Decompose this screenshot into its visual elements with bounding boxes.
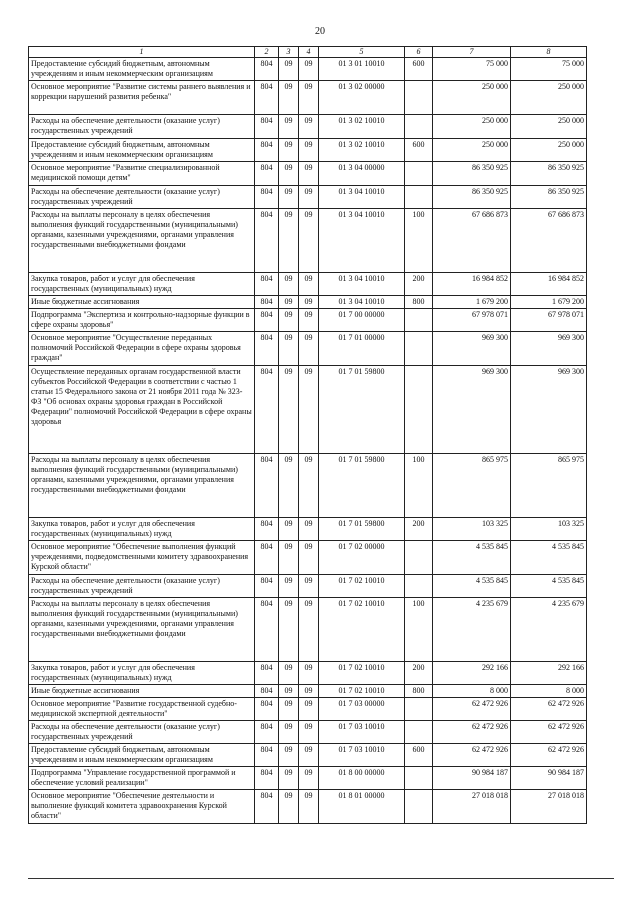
row-sum-1: 4 535 845	[433, 541, 511, 575]
row-csr: 01 7 01 59800	[319, 366, 405, 454]
row-rz: 09	[279, 209, 299, 273]
row-pr: 09	[299, 721, 319, 744]
header-ved: 2	[255, 47, 279, 58]
row-vr: 200	[405, 273, 433, 296]
row-sum-1: 8 000	[433, 685, 511, 698]
row-pr: 09	[299, 186, 319, 209]
table-row	[29, 767, 587, 790]
row-pr: 09	[299, 81, 319, 115]
row-vr	[405, 575, 433, 598]
row-csr: 01 3 01 10010	[319, 58, 405, 81]
row-pr: 09	[299, 575, 319, 598]
row-name: Иные бюджетные ассигнования	[29, 685, 255, 698]
row-sum-2: 75 000	[511, 58, 587, 81]
table-row	[29, 575, 587, 598]
row-name: Основное мероприятие "Осуществление переданных полномочий Российской Федерации в сфере охраны здоровья граждан"	[29, 332, 255, 366]
row-csr: 01 7 02 10010	[319, 598, 405, 662]
header-pr: 4	[299, 47, 319, 58]
row-pr: 09	[299, 454, 319, 518]
row-pr: 09	[299, 598, 319, 662]
row-csr: 01 7 02 00000	[319, 541, 405, 575]
row-sum-1: 865 975	[433, 454, 511, 518]
table-row	[29, 541, 587, 575]
row-csr: 01 7 03 10010	[319, 721, 405, 744]
row-pr: 09	[299, 767, 319, 790]
row-vr: 600	[405, 139, 433, 162]
row-sum-2: 250 000	[511, 139, 587, 162]
row-rz: 09	[279, 81, 299, 115]
row-pr: 09	[299, 698, 319, 721]
table-row	[29, 209, 587, 273]
table-row	[29, 162, 587, 186]
row-csr: 01 3 04 10010	[319, 273, 405, 296]
row-rz: 09	[279, 767, 299, 790]
row-name: Расходы на выплаты персоналу в целях обеспечения выполнения функций государственными (муниципальными) органами, казенными учреждениями, органами управления государственными внебюджетными фондами	[29, 454, 255, 518]
row-name: Основное мероприятие "Обеспечение выполнения функций учреждениями, подведомственными комитету здравоохранения Курской области"	[29, 541, 255, 575]
row-csr: 01 3 04 10010	[319, 209, 405, 273]
row-vr: 200	[405, 518, 433, 541]
row-sum-2: 8 000	[511, 685, 587, 698]
row-pr: 09	[299, 518, 319, 541]
row-csr: 01 7 01 59800	[319, 518, 405, 541]
row-ved: 804	[255, 273, 279, 296]
row-rz: 09	[279, 662, 299, 685]
row-sum-1: 250 000	[433, 115, 511, 139]
row-ved: 804	[255, 575, 279, 598]
row-name: Расходы на обеспечение деятельности (оказание услуг) государственных учреждений	[29, 575, 255, 598]
row-sum-2: 4 535 845	[511, 575, 587, 598]
header-row	[29, 47, 587, 58]
row-rz: 09	[279, 332, 299, 366]
row-pr: 09	[299, 662, 319, 685]
row-sum-2: 62 472 926	[511, 744, 587, 767]
row-sum-2: 4 235 679	[511, 598, 587, 662]
row-rz: 09	[279, 115, 299, 139]
row-name: Предоставление субсидий бюджетным, автономным учреждениям и иным некоммерческим организациям	[29, 139, 255, 162]
header-sum-2: 8	[511, 47, 587, 58]
row-rz: 09	[279, 744, 299, 767]
row-rz: 09	[279, 296, 299, 309]
row-sum-1: 62 472 926	[433, 698, 511, 721]
row-name: Закупка товаров, работ и услуг для обеспечения государственных (муниципальных) нужд	[29, 662, 255, 685]
row-pr: 09	[299, 541, 319, 575]
row-sum-2: 86 350 925	[511, 186, 587, 209]
row-sum-1: 75 000	[433, 58, 511, 81]
row-sum-1: 1 679 200	[433, 296, 511, 309]
table-row	[29, 518, 587, 541]
header-csr: 5	[319, 47, 405, 58]
row-vr	[405, 790, 433, 824]
table-row	[29, 58, 587, 81]
row-sum-2: 67 686 873	[511, 209, 587, 273]
row-name: Основное мероприятие "Развитие государственной судебно-медицинской экспертной деятельности"	[29, 698, 255, 721]
row-vr: 600	[405, 744, 433, 767]
row-sum-1: 86 350 925	[433, 162, 511, 186]
row-ved: 804	[255, 296, 279, 309]
row-name: Осуществление переданных органам государственной власти субъектов Российской Федерации в соответствии с частью 1 статьи 15 Федерального закона от 21 ноября 2011 года № 323-ФЗ "Об основах охраны здоровья граждан в Российской Федерации" полномочий Российской Федерации в сфере охраны здоровья	[29, 366, 255, 454]
row-sum-1: 4 535 845	[433, 575, 511, 598]
table-row	[29, 685, 587, 698]
row-rz: 09	[279, 575, 299, 598]
row-vr	[405, 721, 433, 744]
row-sum-2: 865 975	[511, 454, 587, 518]
row-sum-1: 27 018 018	[433, 790, 511, 824]
header-rz: 3	[279, 47, 299, 58]
row-ved: 804	[255, 662, 279, 685]
row-pr: 09	[299, 685, 319, 698]
row-sum-2: 1 679 200	[511, 296, 587, 309]
table-row	[29, 186, 587, 209]
row-csr: 01 3 02 10010	[319, 115, 405, 139]
row-rz: 09	[279, 139, 299, 162]
table-row	[29, 366, 587, 454]
row-ved: 804	[255, 721, 279, 744]
table-row	[29, 309, 587, 332]
row-sum-2: 969 300	[511, 332, 587, 366]
row-csr: 01 8 00 00000	[319, 767, 405, 790]
row-sum-2: 62 472 926	[511, 698, 587, 721]
row-pr: 09	[299, 273, 319, 296]
row-rz: 09	[279, 721, 299, 744]
table-body	[29, 58, 587, 824]
table-row	[29, 81, 587, 115]
row-sum-1: 62 472 926	[433, 721, 511, 744]
row-rz: 09	[279, 790, 299, 824]
table-row	[29, 598, 587, 662]
row-sum-1: 67 686 873	[433, 209, 511, 273]
row-rz: 09	[279, 454, 299, 518]
row-name: Расходы на обеспечение деятельности (оказание услуг) государственных учреждений	[29, 721, 255, 744]
row-rz: 09	[279, 366, 299, 454]
budget-table	[28, 46, 587, 824]
row-sum-1: 969 300	[433, 332, 511, 366]
row-name: Иные бюджетные ассигнования	[29, 296, 255, 309]
row-csr: 01 7 02 10010	[319, 685, 405, 698]
row-sum-1: 62 472 926	[433, 744, 511, 767]
row-pr: 09	[299, 309, 319, 332]
row-name: Закупка товаров, работ и услуг для обеспечения государственных (муниципальных) нужд	[29, 518, 255, 541]
row-sum-2: 969 300	[511, 366, 587, 454]
row-vr	[405, 309, 433, 332]
row-vr	[405, 81, 433, 115]
row-csr: 01 3 02 10010	[319, 139, 405, 162]
row-rz: 09	[279, 58, 299, 81]
row-pr: 09	[299, 162, 319, 186]
row-rz: 09	[279, 518, 299, 541]
row-pr: 09	[299, 296, 319, 309]
row-sum-2: 62 472 926	[511, 721, 587, 744]
row-ved: 804	[255, 332, 279, 366]
row-sum-2: 27 018 018	[511, 790, 587, 824]
row-csr: 01 7 01 59800	[319, 454, 405, 518]
row-pr: 09	[299, 332, 319, 366]
row-name: Подпрограмма "Экспертиза и контрольно-надзорные функции в сфере охраны здоровья"	[29, 309, 255, 332]
row-ved: 804	[255, 58, 279, 81]
row-sum-2: 292 166	[511, 662, 587, 685]
row-csr: 01 7 02 10010	[319, 575, 405, 598]
row-name: Расходы на обеспечение деятельности (оказание услуг) государственных учреждений	[29, 186, 255, 209]
row-ved: 804	[255, 598, 279, 662]
row-vr: 100	[405, 454, 433, 518]
row-sum-1: 103 325	[433, 518, 511, 541]
row-sum-2: 250 000	[511, 115, 587, 139]
row-sum-1: 250 000	[433, 81, 511, 115]
row-ved: 804	[255, 186, 279, 209]
table-row	[29, 721, 587, 744]
row-vr: 200	[405, 662, 433, 685]
row-rz: 09	[279, 186, 299, 209]
row-sum-1: 4 235 679	[433, 598, 511, 662]
row-ved: 804	[255, 790, 279, 824]
row-sum-2: 16 984 852	[511, 273, 587, 296]
row-sum-2: 86 350 925	[511, 162, 587, 186]
table-row	[29, 744, 587, 767]
table-row	[29, 662, 587, 685]
row-vr	[405, 698, 433, 721]
row-name: Расходы на выплаты персоналу в целях обеспечения выполнения функций государственными (муниципальными) органами, казенными учреждениями, органами управления государственными внебюджетными фондами	[29, 209, 255, 273]
row-rz: 09	[279, 698, 299, 721]
header-name: 1	[29, 47, 255, 58]
row-ved: 804	[255, 139, 279, 162]
row-vr: 800	[405, 685, 433, 698]
table-row	[29, 454, 587, 518]
row-sum-2: 4 535 845	[511, 541, 587, 575]
row-rz: 09	[279, 541, 299, 575]
bottom-rule	[28, 878, 614, 879]
row-vr	[405, 162, 433, 186]
row-ved: 804	[255, 744, 279, 767]
row-vr	[405, 541, 433, 575]
row-ved: 804	[255, 115, 279, 139]
row-name: Основное мероприятие "Развитие специализированной медицинской помощи детям"	[29, 162, 255, 186]
table-row	[29, 296, 587, 309]
row-vr: 800	[405, 296, 433, 309]
table-row	[29, 332, 587, 366]
row-sum-2: 90 984 187	[511, 767, 587, 790]
row-ved: 804	[255, 162, 279, 186]
row-rz: 09	[279, 685, 299, 698]
row-csr: 01 7 00 00000	[319, 309, 405, 332]
row-csr: 01 3 02 00000	[319, 81, 405, 115]
row-rz: 09	[279, 273, 299, 296]
row-rz: 09	[279, 162, 299, 186]
row-name: Основное мероприятие "Обеспечение деятельности и выполнение функций комитета здравоохранения Курской области"	[29, 790, 255, 824]
row-sum-2: 250 000	[511, 81, 587, 115]
row-csr: 01 3 04 00000	[319, 162, 405, 186]
table-row	[29, 139, 587, 162]
row-sum-1: 969 300	[433, 366, 511, 454]
row-sum-1: 86 350 925	[433, 186, 511, 209]
row-pr: 09	[299, 209, 319, 273]
table-row	[29, 115, 587, 139]
table-row	[29, 273, 587, 296]
row-name: Закупка товаров, работ и услуг для обеспечения государственных (муниципальных) нужд	[29, 273, 255, 296]
page-number: 20	[315, 26, 325, 37]
row-ved: 804	[255, 767, 279, 790]
row-csr: 01 3 04 10010	[319, 296, 405, 309]
row-pr: 09	[299, 366, 319, 454]
row-name: Предоставление субсидий бюджетным, автономным учреждениям и иным некоммерческим организациям	[29, 744, 255, 767]
row-csr: 01 7 03 00000	[319, 698, 405, 721]
table-row	[29, 698, 587, 721]
row-vr	[405, 366, 433, 454]
row-name: Расходы на обеспечение деятельности (оказание услуг) государственных учреждений	[29, 115, 255, 139]
row-csr: 01 8 01 00000	[319, 790, 405, 824]
row-ved: 804	[255, 698, 279, 721]
row-name: Предоставление субсидий бюджетным, автономным учреждениям и иным некоммерческим организациям	[29, 58, 255, 81]
row-csr: 01 3 04 10010	[319, 186, 405, 209]
row-ved: 804	[255, 209, 279, 273]
row-sum-2: 103 325	[511, 518, 587, 541]
row-sum-1: 16 984 852	[433, 273, 511, 296]
row-ved: 804	[255, 454, 279, 518]
row-pr: 09	[299, 744, 319, 767]
row-ved: 804	[255, 541, 279, 575]
row-csr: 01 7 03 10010	[319, 744, 405, 767]
row-name: Подпрограмма "Управление государственной программой и обеспечение условий реализации"	[29, 767, 255, 790]
row-sum-1: 90 984 187	[433, 767, 511, 790]
row-ved: 804	[255, 518, 279, 541]
row-name: Основное мероприятие "Развитие системы раннего выявления и коррекции нарушений развития ребенка"	[29, 81, 255, 115]
row-vr	[405, 767, 433, 790]
row-vr: 100	[405, 209, 433, 273]
row-csr: 01 7 02 10010	[319, 662, 405, 685]
row-ved: 804	[255, 81, 279, 115]
row-pr: 09	[299, 790, 319, 824]
row-vr	[405, 332, 433, 366]
row-sum-1: 250 000	[433, 139, 511, 162]
row-ved: 804	[255, 685, 279, 698]
header-sum-1: 7	[433, 47, 511, 58]
header-vr: 6	[405, 47, 433, 58]
row-ved: 804	[255, 309, 279, 332]
table-row	[29, 790, 587, 824]
row-pr: 09	[299, 58, 319, 81]
row-ved: 804	[255, 366, 279, 454]
row-sum-1: 67 978 071	[433, 309, 511, 332]
row-sum-1: 292 166	[433, 662, 511, 685]
row-csr: 01 7 01 00000	[319, 332, 405, 366]
row-vr	[405, 186, 433, 209]
row-vr	[405, 115, 433, 139]
row-sum-2: 67 978 071	[511, 309, 587, 332]
row-name: Расходы на выплаты персоналу в целях обеспечения выполнения функций государственными (муниципальными) органами, казенными учреждениями, органами управления государственными внебюджетными фондами	[29, 598, 255, 662]
row-vr: 100	[405, 598, 433, 662]
row-vr: 600	[405, 58, 433, 81]
row-rz: 09	[279, 309, 299, 332]
row-pr: 09	[299, 115, 319, 139]
row-rz: 09	[279, 598, 299, 662]
row-pr: 09	[299, 139, 319, 162]
